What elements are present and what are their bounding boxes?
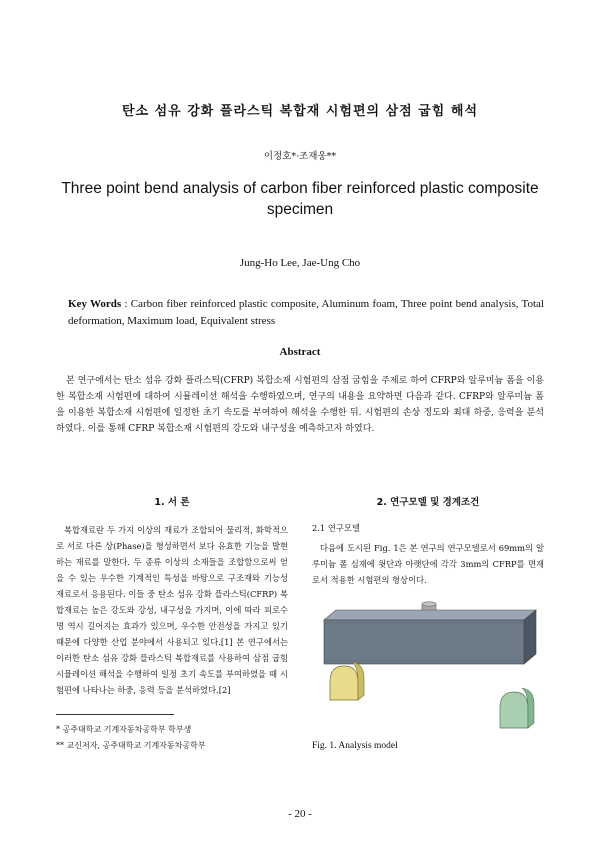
figure-caption: Fig. 1. Analysis model — [312, 741, 398, 751]
section-2-heading: 2. 연구모델 및 경계조건 — [376, 497, 480, 508]
section-2-body: 다음에 도시된 Fig. 1은 본 연구의 연구모델로서 69mm의 알루미늄 폼 심재에 윗단과 아랫단에 각각 3mm의 CFRP를 면재로서 적용한 시험편의 형상이다. — [312, 543, 544, 585]
keywords-text: : Carbon fiber reinforced plastic composite, Aluminum foam, Three point bend analysis, Total deformation, Maximum load, Equivalent stress — [68, 298, 544, 327]
section-2-1-subheading: 2.1 연구모델 — [312, 523, 360, 533]
left-support — [330, 662, 364, 700]
section-1-body: 복합재료란 두 가지 이상의 재료가 조합되어 물리적, 화학적으로 서로 다른 상(Phase)을 형성하면서 보다 유효한 기능을 발현하는 재료를 말한다. 두 종류 이상의 소재들을 조합함으로써 얻을 수 있는 우수한 기계적인 특성을 바탕으로 구조재와 기능성 재료로서 응용된다. 이들 중 탄소 섬유 강화 플라스틱(CFRP) 복합재료는 높은 강도와 강성, 내구성을 가지며, 이에 따라 피로수명 역시 길어지는 효과가 있으며, 우수한 안전성을 가지고 있기 때문에 다양한 산업 분야에서 사용되고 있다.[1] 본 연구에서는 이러한 탄소 섬유 강화 플라스틱 복합재료를 사용하여 삼점 굽힘 시뮬레이션 해석을 수행하여 일정 초기 속도를 부여하였을 때 시험편에 나타나는 하중, 응력 등을 분석하였다.[2] — [56, 525, 288, 695]
analysis-model-figure — [312, 600, 544, 740]
paper-title-english: Three point bend analysis of carbon fiber reinforced plastic composite specimen — [61, 180, 539, 218]
authors-korean: 이정호*·조재웅** — [263, 151, 337, 162]
specimen-beam — [324, 610, 536, 664]
abstract-body: 본 연구에서는 탄소 섬유 강화 플라스틱(CFRP) 복합소재 시험편의 삼점 굽힘을 주제로 하여 CFRP와 알루미늄 폼을 이용한 복합소재 시험편에 대하여 시뮬레이션 해석을 수행하였으며, 연구의 내용을 요약하면 다음과 같다. CFRP와 알루미늄 폼을 이용한 복합소재 시험편에 일정한 초기 속도를 부여하여 해석을 수행한 뒤. 시험편의 손상 정도와 최대 하중, 응력을 분석하였다. 이를 통해 CFRP 복합소재 시험편의 강도와 내구성을 예측하고자 하였다. — [56, 376, 544, 434]
authors-english: Jung-Ho Lee, Jae-Ung Cho — [239, 257, 361, 269]
footnote-1: * 공주대학교 기계자동차공학부 학부생 — [56, 725, 192, 734]
paper-title-korean: 탄소 섬유 강화 플라스틱 복합재 시험편의 삼점 굽힘 해석 — [121, 104, 479, 119]
abstract-heading: Abstract — [279, 346, 321, 358]
footnote-divider — [56, 714, 174, 715]
keywords-label: Key Words — [68, 298, 122, 310]
section-1-heading: 1. 서 론 — [154, 497, 190, 508]
three-point-bend-model-drawing — [312, 600, 544, 740]
footnotes — [56, 722, 296, 754]
right-support — [500, 688, 534, 728]
footnote-2: ** 교신저자, 공주대학교 기계자동차공학부 — [56, 741, 206, 750]
page-number: - 20 - — [288, 808, 312, 820]
keywords — [68, 296, 544, 330]
